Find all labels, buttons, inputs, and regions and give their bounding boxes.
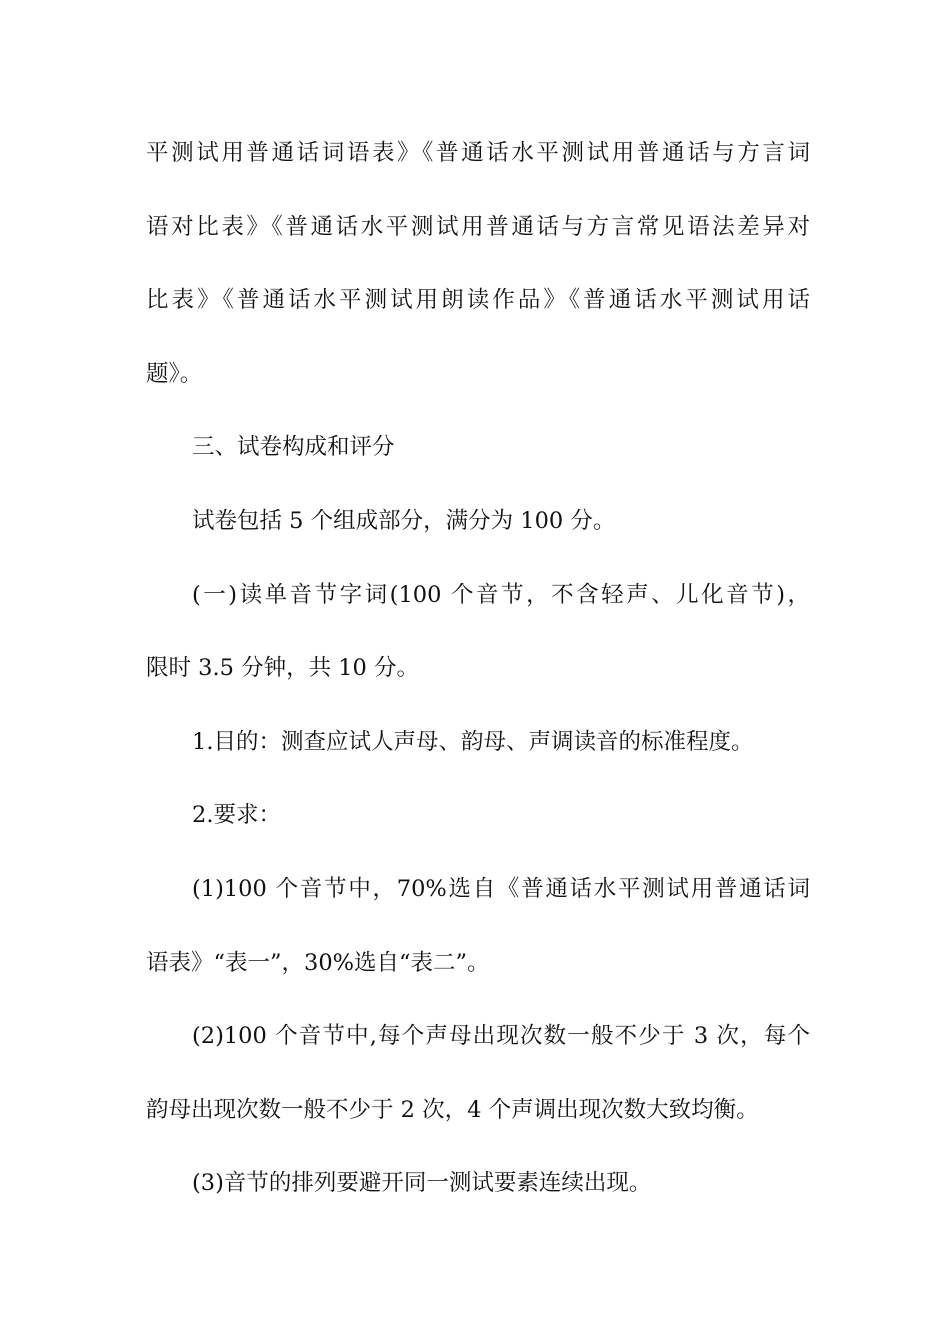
text-line: 平测试用普通话词语表》《普通话水平测试用普通话与方言词 bbox=[146, 140, 810, 166]
text-line: (2)100 个音节中,每个声母出现次数一般不少于 3 次，每个 bbox=[192, 1023, 810, 1050]
text-line: 试卷包括 5 个组成部分，满分为 100 分。 bbox=[192, 507, 616, 534]
section-heading: 三、试卷构成和评分 bbox=[192, 434, 395, 461]
text-line: (1)100 个音节中，70%选自《普通话水平测试用普通话词 bbox=[192, 875, 810, 902]
text-line: 比表》《普通话水平测试用朗读作品》《普通话水平测试用话 bbox=[146, 287, 810, 314]
text-line: 语对比表》《普通话水平测试用普通话与方言常见语法差异对 bbox=[146, 213, 810, 240]
text-line: (一)读单音节字词(100 个音节，不含轻声、儿化音节)， bbox=[192, 581, 810, 608]
text-line: 语表》“表一”，30%选自“表二”。 bbox=[146, 949, 490, 976]
text-line: 韵母出现次数一般不少于 2 次，4 个声调出现次数大致均衡。 bbox=[146, 1096, 759, 1123]
text-line: 限时 3.5 分钟，共 10 分。 bbox=[146, 655, 420, 682]
document-body bbox=[146, 128, 810, 1232]
text-line: (3)音节的排列要避开同一测试要素连续出现。 bbox=[192, 1170, 652, 1197]
text-line: 2.要求： bbox=[192, 802, 281, 829]
text-line: 1.目的：测查应试人声母、韵母、声调读音的标准程度。 bbox=[192, 728, 754, 755]
text-line: 题》。 bbox=[146, 360, 203, 387]
